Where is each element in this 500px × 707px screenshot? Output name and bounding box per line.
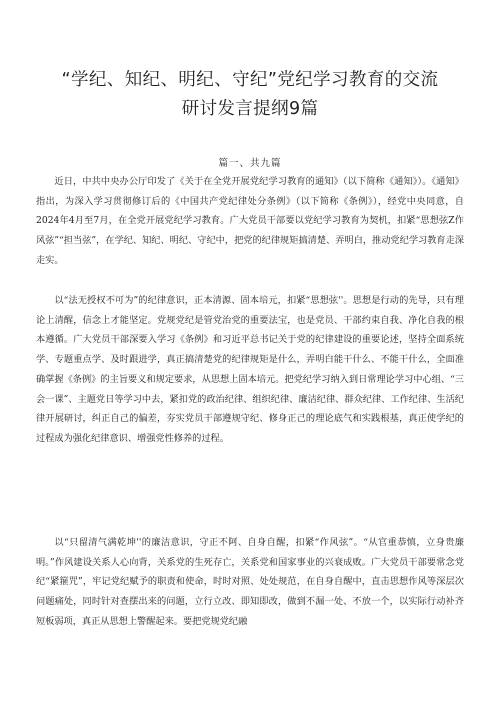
- paragraph-2: 以“法无授权不可为”的纪律意识，正本清源、固本培元，扣紧“思想弦''。思想是行动的先导，只有理论上清醒，信念上才能坚定。党规党纪是管党治党的重要法宝，也是党员、干部约束自我、净化自我的根本遵循。广大党员干部深要入学习《条例》和习近平总书记关于党的纪律建设的重要论述，坚持全面系统学、专题重点学、及时跟进学，真正搞清楚党的纪律规矩是什么，弄明白能干什么、不能干什么，全面准确掌握《条例》的主旨要义和规定要求，从思想上固本培元。把党纪学习纳入到日常理论学习中心组、“三会一课”、主题党日等学习中去，紧扣党的政治纪律、组织纪律、廉洁纪律、群众纪律、工作纪律、生活纪律开展研讨，纠正自己的偏差，夯实党员干部遵规守纪、修身正己的理论底气和实践根基，真正使学纪的过程成为强化纪律意识、增强党性修养的过程。: [36, 295, 464, 444]
- document-title: [30, 66, 470, 124]
- title-line-2: 研讨发言提纲9篇: [181, 99, 319, 119]
- paragraph-3: 以“只留清气满乾坤''的廉洁意识，守正不阿、自身自醒，扣紧“作风弦”。“从官重恭慎，立身贵廉明。”作风建设关系人心向背，关系党的生死存亡，关系党和国家事业的兴衰成败。广大党员干部要常念党纪“紧箍咒”，牢记党纪赋予的职责和使命，时时对照、处处规范，在自身自醒中，直击思想作风等深层次问题痛处，同时针对查摆出来的问题，立行立改、即知即改，做到不漏一处、不放一个，以实际行动补齐短板弱项，真正从思想上警醒起来。要把党规党纪融: [36, 537, 464, 627]
- title-line-1: “学纪、知纪、明纪、守纪”党纪学习教育的交流: [61, 70, 439, 90]
- paragraph-1: 近日，中共中央办公厅印发了《关于在全党开展党纪学习教育的通知》（以下简称《通知》）。《通知》指出，为深入学习贯彻修订后的《中国共产党纪律处分条例》（以下简称《条例》），经党中央同意，自2024年4月至7月，在全党开展党纪学习教育。广大党员干部要以党纪学习教育为契机，扣紧“思想弦Z作风弦”“担当弦”，在学纪、知纪、明纪、守纪中，把党的纪律规矩搞清楚、弄明白，推动党纪学习教育走深走实。: [36, 176, 464, 266]
- section-subheading: 篇一、共九篇: [218, 158, 282, 169]
